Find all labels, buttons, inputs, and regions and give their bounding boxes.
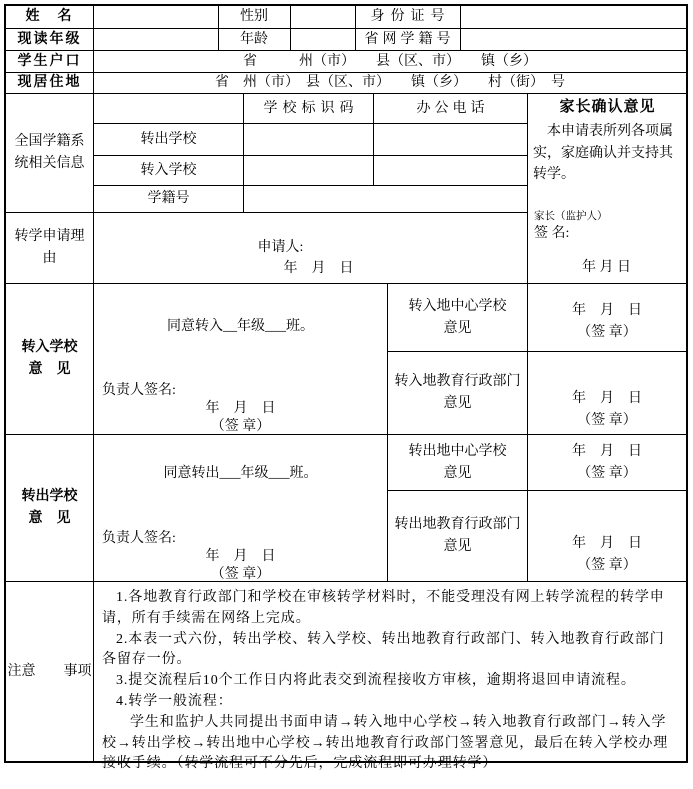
transfer-out-opinion-label: [6, 435, 93, 581]
transfer-reason-label-line2: 由: [42, 251, 57, 266]
transfer-out-school-opinion-cell: [94, 435, 387, 581]
transfer-out-center-school-seal: （签 章）: [577, 465, 637, 481]
transfer-out-agree-text: 同意转出___年级___班。: [163, 466, 318, 481]
transfer-in-center-school-date: 年 月 日: [572, 302, 642, 318]
transfer-in-seal: （签 章）: [210, 419, 271, 434]
transfer-out-opinion-label-line1: 转出学校: [21, 489, 78, 504]
transfer-in-opinion-label-line1: 转入学校: [21, 340, 78, 355]
transfer-in-edu-dept-label: [388, 352, 527, 434]
transfer-in-center-school-label: [388, 284, 527, 351]
current-grade-label: 现读年级: [17, 31, 82, 47]
provincial-student-id-label: 省网学籍号: [364, 31, 455, 47]
transfer-out-center-school-line1: 转出地中心学校: [408, 443, 507, 459]
transfer-in-head-signature-label: 负责人签名:: [102, 383, 176, 398]
transfer-out-edu-dept-line1: 转出地教育行政部门: [394, 517, 521, 532]
note-item: 2.本表一式六份，转出学校、转入学校、转出地教育行政部门、转入地教育行政部门各留存一份。: [102, 631, 665, 668]
parent-confirmation-title: 家长确认意见: [559, 99, 656, 115]
note-item: 学生和监护人共同提出书面申请→转入地中心学校→转入地教育行政部门→转入学校→转出学校→转出地中心学校→转出地教育行政部门签署意见，最后在转入学校办理接收手续。（转学流程可不分先后，完成流程即可办理转学）: [102, 714, 669, 772]
household-value: 省 州（市） 县（区、市） 镇（乡）: [243, 53, 537, 69]
note-item: 4.转学一般流程：: [116, 693, 233, 709]
applicant-date: 年 月 日: [283, 261, 354, 276]
transfer-in-agree-text: 同意转入__年级___班。: [167, 319, 314, 334]
notes-label: 注意 事项: [7, 663, 92, 679]
transfer-out-center-school-date: 年 月 日: [572, 443, 642, 459]
transfer-in-date: 年 月 日: [205, 401, 276, 416]
transfer-in-school-label: 转入学校: [140, 162, 197, 178]
note-item: 1.各地教育行政部门和学校在审核转学材料时，不能受理没有网上转学流程的转学申请，所有手续需在网络上完成。: [102, 590, 665, 626]
national-registry-label: [6, 94, 93, 212]
transfer-out-opinion-label-line2: 意 见: [28, 511, 71, 526]
note-item: 3.提交流程后10个工作日内将此表交到流程接收方审核，逾期将退回申请流程。: [116, 673, 636, 689]
parent-confirmation-block: [529, 94, 686, 283]
notes-content: [94, 582, 686, 772]
transfer-out-center-school-date-cell: [528, 435, 686, 490]
applicant-signature-cell: [94, 213, 527, 283]
transfer-out-center-school-label: [388, 435, 527, 490]
transfer-in-opinion-label: [6, 284, 93, 434]
transfer-in-edu-dept-line1: 转入地教育行政部门: [394, 374, 521, 389]
transfer-in-center-school-date-cell: [528, 284, 686, 351]
transfer-in-opinion-label-line2: 意 见: [28, 362, 71, 377]
transfer-out-edu-dept-label: [388, 491, 527, 581]
office-phone-header: 办公电话: [416, 100, 489, 116]
transfer-out-head-signature-label: 负责人签名:: [102, 531, 176, 546]
transfer-out-school-label: 转出学校: [140, 131, 197, 147]
guardian-signature-label: 签 名:: [534, 226, 570, 241]
transfer-out-edu-dept-date-cell: [528, 491, 686, 581]
school-code-header: 学校标识码: [263, 100, 359, 116]
guardian-label: 家长（监护人）: [534, 211, 608, 222]
transfer-in-edu-dept-line2: 意见: [443, 396, 472, 411]
transfer-in-center-school-line1: 转入地中心学校: [408, 298, 507, 314]
transfer-in-school-opinion-cell: [94, 284, 387, 434]
residence-value: 省 州（市） 县（区、市） 镇（乡） 村（街） 号: [215, 75, 565, 90]
grid-line-h: [6, 28, 686, 29]
name-label: 姓 名: [25, 9, 74, 24]
national-registry-label-line1: 全国学籍系: [14, 134, 85, 149]
household-label: 学生户口: [17, 53, 82, 69]
transfer-out-edu-dept-line2: 意见: [443, 539, 472, 554]
residence-label: 现居住地: [17, 75, 82, 90]
national-registry-label-line2: 统相关信息: [14, 156, 85, 171]
transfer-in-edu-dept-date-cell: [528, 352, 686, 434]
transfer-out-seal: （签 章）: [210, 567, 271, 582]
transfer-in-edu-dept-date: 年 月 日: [572, 391, 642, 406]
transfer-in-edu-dept-seal: （签 章）: [577, 413, 637, 428]
applicant-label: 申请人:: [257, 240, 304, 255]
transfer-in-center-school-seal: （签 章）: [577, 324, 637, 340]
age-label: 年龄: [240, 31, 268, 47]
id-number-label: 身份证号: [370, 9, 451, 24]
guardian-date: 年 月 日: [582, 260, 631, 275]
student-registry-id-label: 学籍号: [147, 191, 190, 206]
transfer-out-edu-dept-date: 年 月 日: [572, 536, 642, 551]
gender-label: 性别: [240, 9, 268, 24]
transfer-in-center-school-line2: 意见: [443, 320, 472, 336]
parent-confirmation-statement: 本申请表所列各项属实，家庭确认并支持其转学。: [533, 124, 673, 182]
transfer-reason-label: [6, 213, 93, 283]
transfer-out-date: 年 月 日: [205, 549, 276, 564]
transfer-out-edu-dept-seal: （签 章）: [577, 558, 637, 573]
transfer-reason-label-line1: 转学申请理: [14, 229, 85, 244]
transfer-out-center-school-line2: 意见: [443, 465, 472, 481]
